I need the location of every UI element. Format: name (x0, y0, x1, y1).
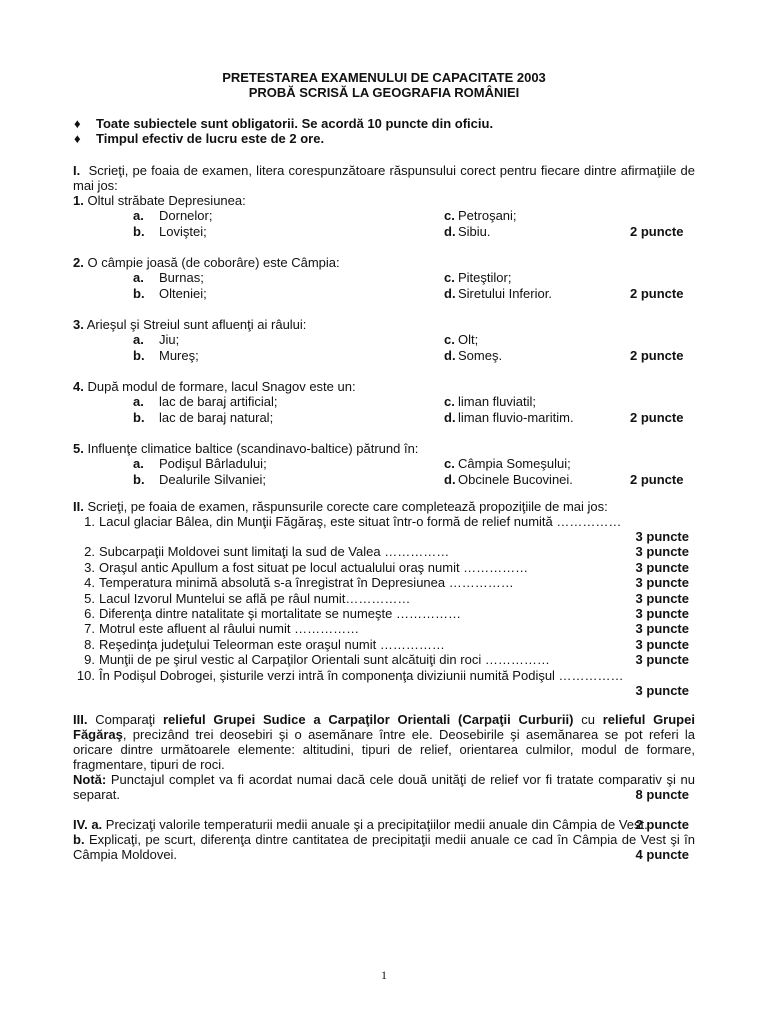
option-row (73, 410, 695, 426)
option-text: Câmpia Someşului; (458, 456, 571, 471)
section-3 (73, 712, 695, 772)
section-emphasis: relieful Grupei Făgăraş (73, 712, 695, 743)
section-3-points: 8 puncte (635, 787, 689, 803)
instructions (74, 116, 493, 146)
item-points: 3 puncte (635, 636, 689, 652)
option-text: liman fluvio-maritim. (458, 409, 574, 425)
question-points: 2 puncte (630, 347, 684, 363)
option-text: Sibiu. (458, 223, 491, 239)
item-text: Lacul Izvorul Muntelui se află pe râul numit…………… (99, 590, 411, 606)
option-letter: c. (444, 332, 455, 347)
option-letter: d. (444, 471, 456, 487)
exam-subtitle: PROBĂ SCRISĂ LA GEOGRAFIA ROMÂNIEI (248, 85, 520, 100)
diamond-bullet-icon: ♦ (74, 116, 81, 131)
option-text: Jiu; (159, 332, 180, 347)
option-row (73, 472, 695, 488)
fill-in-list (73, 514, 695, 698)
item-text: Temperatura minimă absolută s-a înregistrat în Depresiunea …………… (99, 575, 514, 591)
option-letter: c. (444, 394, 455, 409)
item-number: 3. (84, 559, 95, 575)
item-number: 7. (84, 621, 95, 637)
question-number: 4. (73, 379, 84, 394)
option-letter: a. (133, 270, 144, 285)
subitem-text: Precizaţi valorile temperaturii medii anuale şi a precipitaţiilor medii anuale din Câmpia de Vest. (105, 817, 648, 833)
section-number: I. (73, 163, 81, 178)
fill-item (73, 621, 695, 636)
section-4a (73, 817, 695, 832)
option-text: Olt; (458, 332, 479, 347)
option-letter: b. (133, 347, 145, 363)
item-number: 9. (84, 652, 95, 668)
question-text: După modul de formare, lacul Snagov este un: (87, 379, 356, 394)
option-row (73, 394, 695, 410)
instruction-item (74, 131, 493, 146)
item-number: 2. (84, 544, 95, 560)
item-number: 8. (84, 636, 95, 652)
option-text: Petroşani; (458, 208, 517, 223)
question-number: 5. (73, 441, 84, 456)
question-list (73, 193, 695, 487)
exam-header (0, 70, 768, 100)
section-2-intro (73, 499, 695, 514)
option-letter: d. (444, 223, 456, 239)
item-number: 1. (84, 514, 95, 529)
option-text: Burnas; (159, 270, 204, 285)
option-text: Podişul Bârladului; (159, 456, 267, 471)
instruction-text: Toate subiectele sunt obligatorii. Se acordă 10 puncte din oficiu. (96, 116, 494, 131)
subitem-label: b. (73, 832, 85, 848)
question-points: 2 puncte (630, 471, 684, 487)
question-points: 2 puncte (630, 285, 684, 301)
option-letter: c. (444, 456, 455, 471)
item-points: 3 puncte (635, 544, 689, 560)
question-points: 2 puncte (630, 223, 684, 239)
question (73, 317, 695, 363)
option-letter: b. (133, 409, 145, 425)
question-text: Arieşul şi Streiul sunt afluenţi ai râului: (86, 317, 307, 332)
option-letter: b. (133, 471, 145, 487)
section-text: , precizând trei deosebiri şi o asemănare între ele. Deosebirile şi asemănarea se pot referi la oricare dintre următoarele elemente: altitudini, tipuri de relief, orientarea culmilor, modul de formare, fragmentare, tipuri de roci. (73, 727, 695, 773)
question-text: Oltul străbate Depresiunea: (87, 193, 246, 208)
question-number: 1. (73, 193, 84, 208)
item-number: 4. (84, 575, 95, 591)
item-text: Munţii de pe şirul vestic al Carpaţilor Orientali sunt alcătuiţi din roci …………… (99, 652, 550, 668)
question (73, 441, 695, 487)
option-row (73, 348, 695, 364)
option-text: lac de baraj natural; (159, 409, 274, 425)
option-text: Someş. (458, 347, 503, 363)
option-text: Dealurile Silvaniei; (159, 471, 266, 487)
option-text: Dornelor; (159, 208, 213, 223)
item-number: 6. (84, 606, 95, 622)
option-letter: a. (133, 394, 144, 409)
option-letter: d. (444, 347, 456, 363)
question (73, 255, 695, 301)
section-intro-text: Scrieţi, pe foaia de examen, răspunsurile corecte care completează propoziţiile de mai jos: (87, 499, 608, 514)
option-letter: c. (444, 208, 455, 223)
option-row (73, 332, 695, 348)
option-text: Piteştilor; (458, 270, 512, 285)
section-text: cu (581, 712, 595, 728)
item-text: Diferenţa dintre natalitate şi mortalitate se numeşte …………… (99, 606, 461, 622)
item-points: 3 puncte (635, 683, 689, 699)
item-points: 3 puncte (635, 652, 689, 668)
section-emphasis: relieful Grupei Sudice a Carpaţilor Orientali (Carpaţii Curburii) (162, 712, 574, 728)
instruction-item (74, 116, 493, 131)
item-text: Motrul este afluent al râului numit …………… (99, 621, 360, 637)
item-text: Lacul glaciar Bâlea, din Munţii Făgăraş, este situat într-o formă de relief numită …………… (99, 514, 622, 529)
option-text: Olteniei; (159, 285, 207, 301)
item-number: 10. (76, 667, 95, 683)
note-label: Notă: (73, 772, 107, 788)
item-text: Subcarpaţii Moldovei sunt limitaţi la sud de Valea …………… (99, 544, 450, 560)
page-number: 1 (381, 968, 387, 982)
question-text: O câmpie joasă (de coborâre) este Câmpia: (87, 255, 340, 270)
option-row (73, 208, 695, 224)
option-letter: c. (444, 270, 455, 285)
fill-item (73, 668, 695, 698)
fill-item (73, 575, 695, 590)
fill-item (73, 652, 695, 667)
section-4a-points: 2 puncte (635, 817, 689, 833)
exam-content (73, 163, 695, 862)
option-letter: a. (133, 456, 144, 471)
item-points: 3 puncte (635, 606, 689, 622)
section-number: IV. (73, 817, 88, 833)
item-points: 3 puncte (635, 590, 689, 606)
option-row (73, 224, 695, 240)
option-row (73, 270, 695, 286)
option-text: Loviştei; (159, 223, 207, 239)
option-letter: d. (444, 409, 456, 425)
fill-item (73, 514, 695, 544)
question-number: 3. (73, 317, 84, 332)
exam-title: PRETESTAREA EXAMENULUI DE CAPACITATE 2003 (222, 70, 546, 85)
fill-item (73, 544, 695, 559)
option-letter: a. (133, 332, 144, 347)
option-letter: b. (133, 285, 145, 301)
item-points: 3 puncte (635, 621, 689, 637)
question-number: 2. (73, 255, 84, 270)
option-text: Obcinele Bucovinei. (458, 471, 573, 487)
item-points: 3 puncte (635, 529, 689, 545)
option-row (73, 456, 695, 472)
section-1-intro (73, 163, 695, 193)
section-number: III. (73, 712, 88, 728)
fill-item (73, 591, 695, 606)
question-points: 2 puncte (630, 409, 684, 425)
item-points: 3 puncte (635, 575, 689, 591)
section-intro-text: Scrieţi, pe foaia de examen, litera corespunzătoare răspunsului corect pentru fiecare dintre afirmaţiile de mai jos: (73, 163, 695, 193)
fill-item (73, 637, 695, 652)
question (73, 379, 695, 425)
option-text: lac de baraj artificial; (159, 394, 278, 409)
diamond-bullet-icon: ♦ (74, 131, 81, 146)
option-letter: a. (133, 208, 144, 223)
option-row (73, 286, 695, 302)
item-number: 5. (84, 590, 95, 606)
fill-item (73, 606, 695, 621)
option-text: liman fluviatil; (458, 394, 537, 409)
item-points: 3 puncte (635, 559, 689, 575)
option-letter: d. (444, 285, 456, 301)
fill-item (73, 560, 695, 575)
item-text: Oraşul antic Apullum a fost situat pe locul actualului oraş numit …………… (99, 559, 529, 575)
item-text: În Podişul Dobrogei, şisturile verzi intră în componenţa diviziunii numită Podişul …………… (99, 667, 624, 683)
section-4b-points: 4 puncte (635, 847, 689, 863)
subitem-text: Explicaţi, pe scurt, diferenţa dintre cantitatea de precipitaţii medii anuale ce cad în Câmpia de Vest şi în Câmpia Moldovei. (73, 832, 695, 863)
subitem-label: a. (91, 817, 103, 833)
option-text: Siretului Inferior. (458, 285, 552, 301)
option-letter: b. (133, 223, 145, 239)
section-text: Comparaţi (95, 712, 156, 728)
question-text: Influenţe climatice baltice (scandinavo-baltice) pătrund în: (87, 441, 419, 456)
instruction-text: Timpul efectiv de lucru este de 2 ore. (96, 131, 325, 146)
item-text: Reşedinţa judeţului Teleorman este oraşul numit …………… (99, 636, 445, 652)
section-number: II. (73, 499, 84, 514)
note-text: Punctajul complet va fi acordat numai dacă cele două unităţi de relief vor fi tratate comparativ şi nu separat. (73, 772, 695, 803)
option-text: Mureş; (159, 347, 199, 363)
question (73, 193, 695, 239)
